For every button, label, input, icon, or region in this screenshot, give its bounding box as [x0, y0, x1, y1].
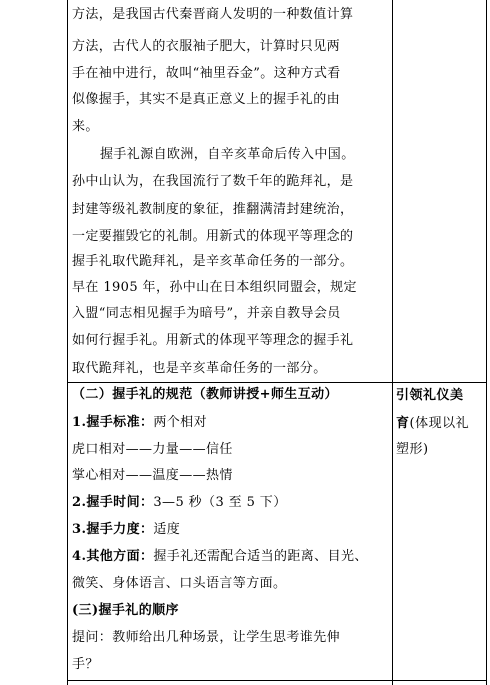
standard-detail-line: 虎口相对——力量——信任: [72, 442, 233, 457]
handshake-standard-value: 两个相对: [153, 415, 207, 430]
paragraph2-line: 封建等级礼教制度的象征，推翻满清封建统治，: [72, 202, 354, 217]
handshake-other-label: 4.其他方面：: [72, 549, 154, 564]
handshake-standard-row: [72, 414, 207, 438]
handshake-other-line: 微笑、身体语言、口头语言等方面。: [72, 576, 287, 591]
question-line: 手？: [72, 657, 99, 672]
handshake-other-value: 握手礼还需配合适当的距离、目光、: [153, 549, 368, 564]
paragraph2-line: 一定要摧毁它的礼制。用新式的体现平等理念的: [72, 229, 354, 244]
side-note-heading: 引领礼仪美: [396, 388, 464, 403]
teaching-content-cell: [72, 0, 388, 682]
handshake-time-row: [72, 494, 287, 518]
side-note-rest: (体现以礼: [409, 416, 470, 431]
section2-heading: （二）握手礼的规范（教师讲授+师生互动）: [72, 387, 338, 402]
standard-detail-line: 掌心相对——温度——热情: [72, 468, 233, 483]
side-note-line: [396, 415, 469, 433]
paragraph2-line: 如何行握手礼。用新式的体现平等理念的握手礼: [72, 333, 354, 348]
handshake-time-label: 2.握手时间：: [72, 495, 154, 510]
handshake-strength-row: [72, 521, 180, 545]
question-line: 提问：教师给出几种场景，让学生思考谁先伸: [72, 630, 341, 645]
paragraph1-line: 方法，古代人的衣服袖子肥大，计算时只见两: [72, 39, 341, 54]
handshake-strength-value: 适度: [153, 522, 181, 537]
paragraph1-line: 方法，是我国古代秦晋商人发明的一种数值计算: [72, 7, 354, 22]
paragraph1-line: 似像握手，其实不是真正意义上的握手礼的由: [72, 92, 341, 107]
table-border-left: [67, 0, 68, 685]
handshake-other-row: [72, 548, 368, 572]
paragraph1-line: 来。: [72, 119, 99, 134]
handshake-time-value: 3—5 秒（3 至 5 下）: [153, 495, 287, 510]
handshake-standard-label: 1.握手标准：: [72, 415, 154, 430]
paragraph2-line: 取代跪拜礼，也是辛亥革命任务的一部分。: [72, 361, 327, 376]
paragraph2-line: 握手礼取代跪拜礼，是辛亥革命任务的一部分。: [72, 254, 354, 269]
paragraph2-line: 握手礼源自欧洲，自辛亥革命后传入中国。: [100, 147, 355, 162]
paragraph2-line: 入盟“同志相见握手为暗号”，并亲自教导会员: [72, 306, 341, 321]
side-note-bold-char: 育: [396, 416, 410, 431]
handshake-strength-label: 3.握手力度：: [72, 522, 154, 537]
table-border-right: [486, 0, 487, 685]
section3-heading: (三)握手礼的顺序: [72, 603, 179, 618]
paragraph2-line: 早在 1905 年，孙中山在日本组织同盟会，规定: [72, 280, 357, 295]
paragraph1-line: 手在袖中进行，故叫“袖里吞金”。这种方式看: [72, 66, 341, 81]
paragraph2-line: 孙中山认为，在我国流行了数千年的跪拜礼，是: [72, 174, 354, 189]
side-note-line: 塑形): [396, 442, 429, 457]
table-column-divider: [392, 0, 393, 685]
